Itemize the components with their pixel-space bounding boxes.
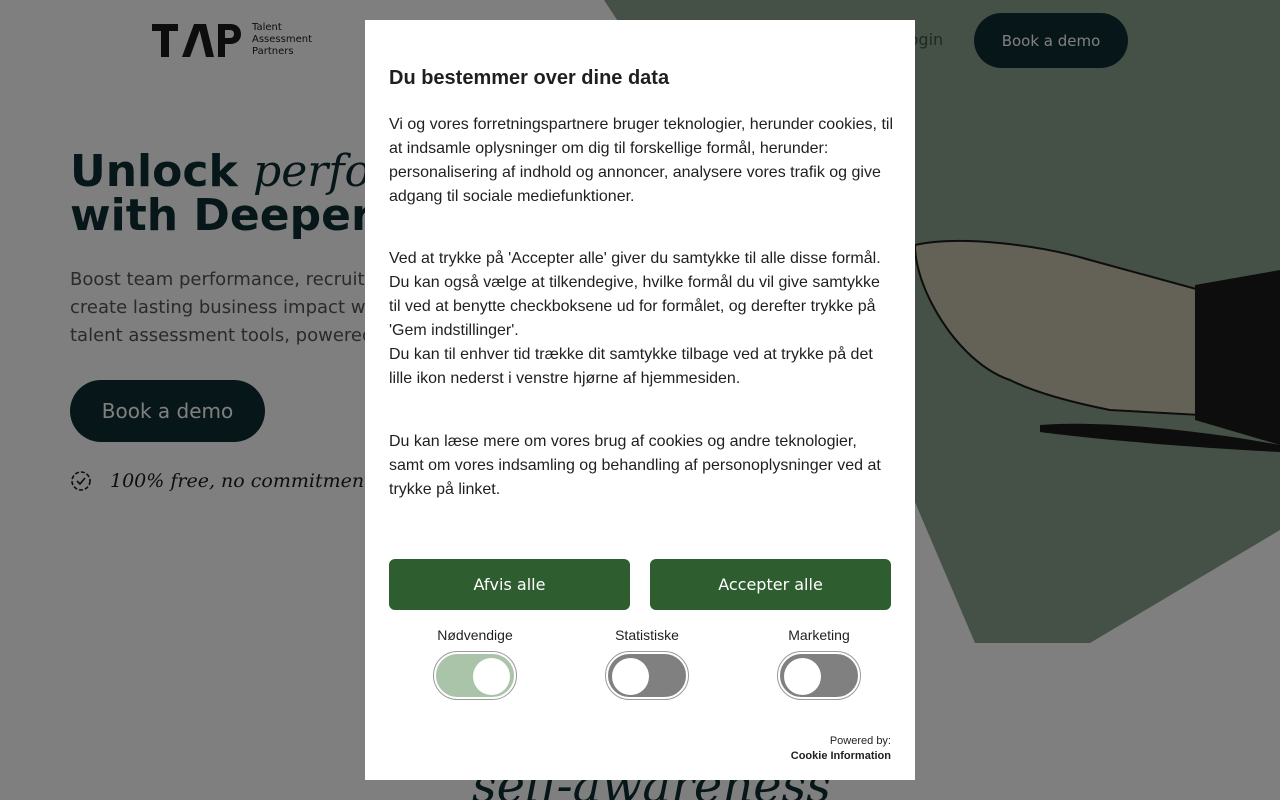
consent-paragraph-3: Du kan til enhver tid trække dit samtykke tilbage ved at trykke på det lille ikon nederst i venstre hjørne af hjemmesiden. xyxy=(389,346,873,387)
powered-by-label: Powered by: xyxy=(829,735,891,747)
switch-knob xyxy=(612,658,649,695)
reject-all-button[interactable]: Afvis alle xyxy=(389,559,630,610)
switch-knob xyxy=(784,658,821,695)
consent-paragraph-1: Vi og vores forretningspartnere bruger teknologier, herunder cookies, til at indsamle oplysninger om dig til forskellige formål, herunder: personalisering af indhold og annoncer, analysere vores trafik og give adgang til sociale mediefunktioner. xyxy=(389,116,893,205)
powered-by-brand-link[interactable]: Cookie Information xyxy=(790,750,891,762)
toggle-necessary-label: Nødvendige xyxy=(437,627,513,643)
accept-all-button[interactable]: Accepter alle xyxy=(650,559,891,610)
toggle-statistics xyxy=(605,627,689,699)
toggle-marketing-label: Marketing xyxy=(788,627,850,643)
consent-paragraph-2: Ved at trykke på 'Accepter alle' giver du samtykke til alle disse formål. Du kan også vælge at tilkendegive, hvilke formål du vil give samtykke til ved at benytte checkboksene ud for formålet, og derefter trykke på 'Gem indstillinger'. xyxy=(389,250,881,339)
consent-paragraph-4: Du kan læse mere om vores brug af cookies og andre teknologier, samt om vores indsamling og behandling af personoplysninger ved at trykke på linket. xyxy=(389,433,881,498)
toggle-necessary-switch[interactable] xyxy=(434,652,516,699)
toggle-marketing-switch[interactable] xyxy=(778,652,860,699)
cookie-consent-dialog xyxy=(365,20,915,780)
toggle-statistics-switch[interactable] xyxy=(606,652,688,699)
dialog-title: Du bestemmer over dine data xyxy=(389,67,670,89)
powered-by xyxy=(791,734,891,764)
consent-toggles xyxy=(389,627,893,699)
switch-knob xyxy=(473,658,510,695)
toggle-marketing xyxy=(777,627,861,699)
toggle-statistics-label: Statistiske xyxy=(615,627,679,643)
toggle-necessary xyxy=(433,627,517,699)
